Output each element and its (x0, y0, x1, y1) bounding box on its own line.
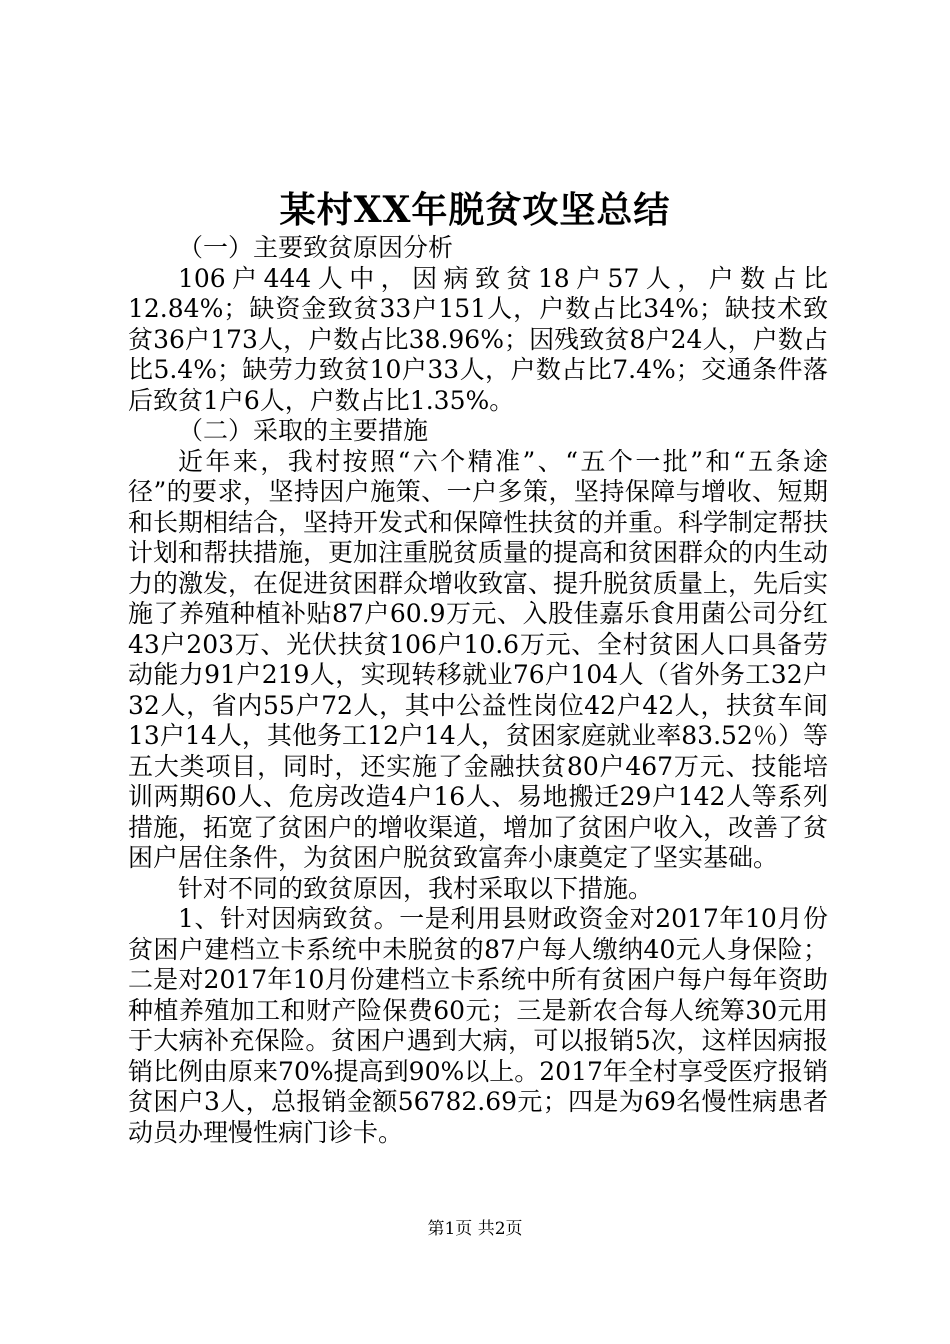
paragraph-intro: 针对不同的致贫原因，我村采取以下措施。 (178, 873, 654, 903)
document-body (128, 233, 828, 1148)
paragraph-illness: 1、针对因病致贫。一是利用县财政资金对2017年10月份贫困户建档立卡系统中未脱贫的87户每人缴纳40元人身保险；二是对2017年10月份建档立卡系统中所有贫困户每户每年资助种植养殖加工和财产险保费60元；三是新农合每人统筹30元用于大病补充保险。贫困户遇到大病，可以报销5次，这样因病报销比例由原来70%提高到90%以上。2017年全村享受医疗报销贫困户3人，总报销金额56782.69元；四是为69名慢性病患者动员办理慢性病门诊卡。 (128, 904, 828, 1147)
page-footer: 第1页 共2页 (427, 1219, 523, 1239)
paragraph-causes: 106户444人中，因病致贫18户57人，户数占比12.84%；缺资金致贫33户151人，户数占比34%；缺技术致贫36户173人，户数占比38.96%；因残致贫8户24人，户数占比5.4%；缺劳力致贫10户33人，户数占比7.4%；交通条件落后致贫1户6人，户数占比1.35%。 (128, 263, 828, 415)
section-heading-2: （二）采取的主要措施 (178, 416, 429, 445)
page-title: 某村XX年脱贫攻坚总结 (279, 189, 671, 231)
section-heading-1: （一）主要致贫原因分析 (178, 233, 454, 262)
paragraph-measures: 近年来，我村按照“六个精准”、“五个一批”和“五条途径”的要求，坚持因户施策、一户多策，坚持保障与增收、短期和长期相结合，坚持开发式和保障性扶贫的并重。科学制定帮扶计划和帮扶措施，更加注重脱贫质量的提高和贫困群众的内生动力的激发，在促进贫困群众增收致富、提升脱贫质量上，先后实施了养殖种植补贴87户60.9万元、入股佳嘉乐食用菌公司分红43户203万、光伏扶贫106户10.6万元、全村贫困人口具备劳动能力91户219人，实现转移就业76户104人（省外务工32户32人，省内55户72人，其中公益性岗位42户42人，扶贫车间13户14人，其他务工12户14人，贫困家庭就业率83.52％）等五大类项目，同时，还实施了金融扶贫80户467万元、技能培训两期60人、危房改造4户16人、易地搬迁29户142人等系列措施，拓宽了贫困户的增收渠道，增加了贫困户收入，改善了贫困户居住条件，为贫困户脱贫致富奔小康奠定了坚实基础。 (128, 446, 829, 872)
